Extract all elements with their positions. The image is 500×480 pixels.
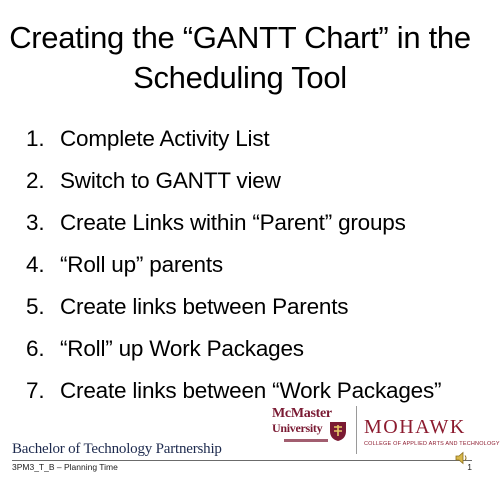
steps-list (26, 118, 441, 412)
step-text: “Roll up” parents (60, 252, 223, 277)
mcmaster-crest-icon (328, 420, 348, 442)
slide-footer (0, 404, 500, 480)
step-item (26, 202, 441, 244)
step-item (26, 160, 441, 202)
mcmaster-logo-line-1: McMaster (272, 406, 332, 421)
mohawk-logo-subtitle: COLLEGE OF APPLIED ARTS AND TECHNOLOGY (364, 441, 500, 447)
step-number: 6. (26, 336, 45, 361)
logo-divider (356, 406, 357, 454)
mcmaster-logo (270, 406, 352, 454)
mohawk-logo-name: MOHAWK (364, 416, 466, 438)
program-name: Bachelor of Technology Partnership (12, 441, 222, 457)
step-text: Create links between Parents (60, 294, 349, 319)
page-number: 1 (467, 462, 472, 472)
step-number: 4. (26, 252, 45, 277)
slide-title (0, 18, 480, 98)
step-text: Switch to GANTT view (60, 168, 281, 193)
mcmaster-tagline-mark (284, 439, 328, 442)
mcmaster-logo-line-2: University (272, 421, 323, 435)
step-item (26, 118, 441, 160)
step-item (26, 328, 441, 370)
mohawk-logo (362, 406, 500, 454)
step-text: Create Links within “Parent” groups (60, 210, 406, 235)
step-text: Complete Activity List (60, 126, 270, 151)
step-item (26, 286, 441, 328)
step-number: 2. (26, 168, 45, 193)
step-number: 7. (26, 378, 45, 403)
step-item (26, 244, 441, 286)
step-number: 3. (26, 210, 45, 235)
slide-title-line-2: Scheduling Tool (133, 60, 347, 95)
course-code: 3PM3_T_B – Planning Time (12, 462, 118, 472)
slide-title-line-1: Creating the “GANTT Chart” in the (9, 20, 471, 55)
step-text: Create links between “Work Packages” (60, 378, 442, 403)
step-number: 1. (26, 126, 45, 151)
step-text: “Roll” up Work Packages (60, 336, 304, 361)
step-number: 5. (26, 294, 45, 319)
footer-divider (12, 460, 472, 461)
